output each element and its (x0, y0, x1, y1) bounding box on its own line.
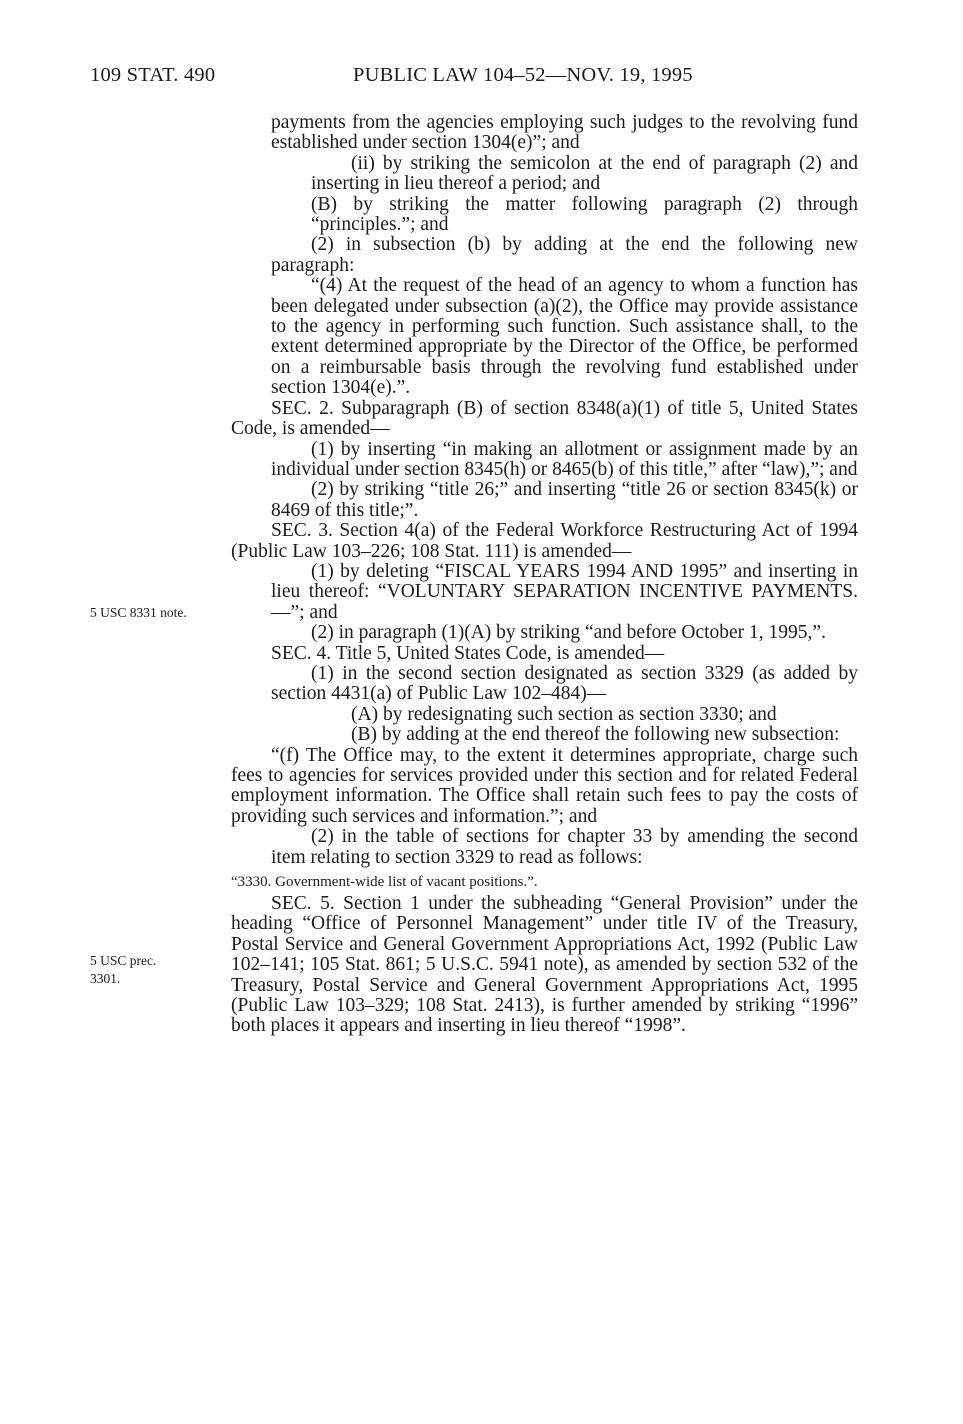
document-body (231, 113, 858, 1037)
paragraph: (B) by adding at the end thereof the following new subsection: (351, 724, 840, 746)
paragraph: (1) by inserting “in making an allotment or assignment made by an individual under section 8345(h) or 8465(b) of this title,” after “law),”; and (271, 438, 858, 480)
paragraph: (1) in the second section designated as section 3329 (as added by section 4431(a) of Public Law 102–484)— (271, 662, 858, 705)
paragraph: (B) by striking the matter following paragraph (2) through “principles.”; and (311, 193, 858, 236)
paragraph: (ii) by striking the semicolon at the end of paragraph (2) and inserting in lieu thereof a period; and (311, 152, 858, 195)
page-header (0, 64, 963, 94)
paragraph: payments from the agencies employing such judges to the revolving fund established under section 1304(e)”; and (271, 112, 858, 154)
paragraph: (1) by deleting “FISCAL YEARS 1994 AND 1995” and inserting in lieu thereof: “VOLUNTARY SEPARATION INCENTIVE PAYMENTS.—”; and (271, 560, 858, 623)
section-5: SEC. 5. Section 1 under the subheading “General Provision” under the heading “Office of Personnel Management” under title IV of the Treasury, Postal Service and General Government Appropriations Act, 1992 (Public Law 102–141; 105 Stat. 861; 5 U.S.C. 5941 note), as amended by section 532 of the Treasury, Postal Service and General Government Appropriations Act, 1995 (Public Law 103–329; 108 Stat. 2413), is further amended by striking “1996” both places it appears and inserting in lieu thereof “1998”. (231, 893, 858, 1037)
table-of-sections-entry: “3330. Government-wide list of vacant positions.”. (231, 874, 538, 891)
margin-note-usc-3301: 5 USC prec. 3301. (90, 953, 157, 986)
section-3: SEC. 3. Section 4(a) of the Federal Workforce Restructuring Act of 1994 (Public Law 103–226; 108 Stat. 111) is amended— (231, 520, 858, 562)
paragraph: (2) in subsection (b) by adding at the end the following new paragraph: (271, 234, 858, 276)
paragraph: “(4) At the request of the head of an agency to whom a function has been delegated under subsection (a)(2), the Office may provide assistance to the agency in performing such function. Such assistance shall, to the extent determined appropriate by the Director of the Office, be performed on a reimbursable basis through the revolving fund established under section 1304(e).”. (271, 275, 858, 399)
public-law-heading: PUBLIC LAW 104–52—NOV. 19, 1995 (353, 64, 693, 86)
stat-page-number: 109 STAT. 490 (90, 64, 216, 86)
paragraph: “(f) The Office may, to the extent it determines appropriate, charge such fees to agencies for services provided under this section and for related Federal employment information. The Office shall retain such fees to pay the costs of providing such services and information.”; and (231, 744, 858, 827)
paragraph: (A) by redesignating such section as section 3330; and (351, 703, 777, 725)
section-4: SEC. 4. Title 5, United States Code, is amended— (271, 642, 665, 664)
paragraph: (2) by striking “title 26;” and inserting “title 26 or section 8345(k) or 8469 of this title;”. (271, 479, 858, 521)
paragraph: (2) in the table of sections for chapter 33 by amending the second item relating to section 3329 to read as follows: (271, 826, 858, 868)
margin-note-usc-8331: 5 USC 8331 note. (90, 605, 187, 620)
paragraph: (2) in paragraph (1)(A) by striking “and before October 1, 1995,”. (311, 622, 826, 644)
section-2: SEC. 2. Subparagraph (B) of section 8348(a)(1) of title 5, United States Code, is amended— (231, 397, 858, 440)
